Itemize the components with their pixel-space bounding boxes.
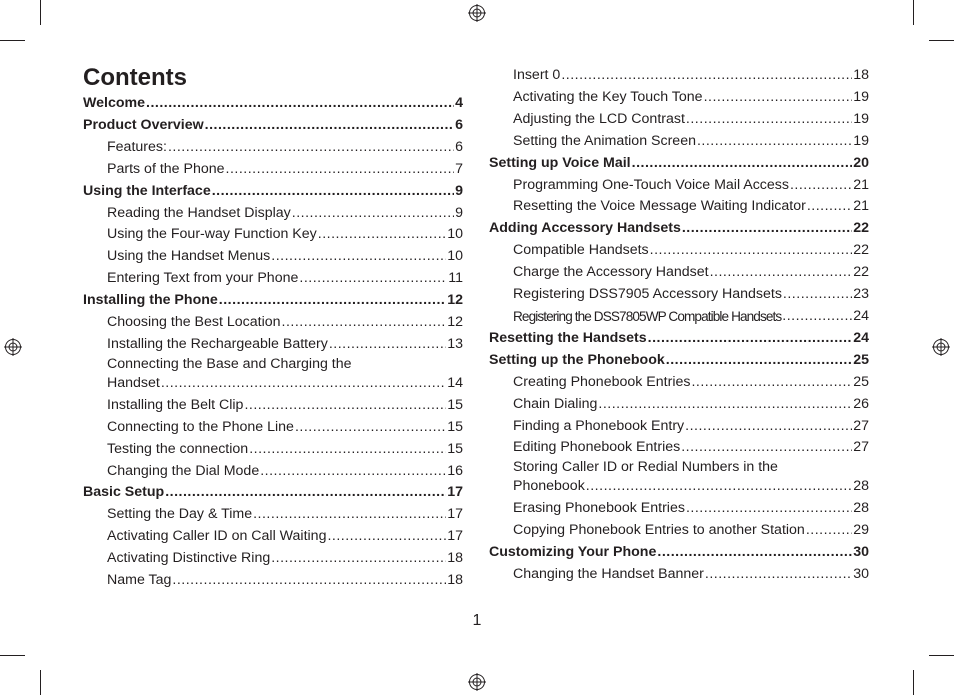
toc-entry-label: Charge the Accessory Handset (513, 264, 709, 281)
toc-entry[interactable] (489, 175, 869, 197)
dot-leader (318, 224, 446, 246)
toc-entry[interactable] (83, 246, 463, 268)
crop-mark (913, 670, 914, 695)
toc-entry-page-number: 22 (853, 264, 869, 281)
crop-mark (40, 670, 41, 695)
toc-entry-page-number: 27 (853, 439, 869, 456)
dot-leader (648, 328, 853, 350)
toc-entry[interactable] (83, 203, 463, 225)
dot-leader (705, 564, 852, 586)
dot-leader (807, 196, 852, 218)
toc-entry[interactable] (83, 290, 463, 312)
dot-leader (682, 218, 852, 240)
dot-leader (249, 439, 446, 461)
toc-entry-page-number: 12 (447, 314, 463, 331)
toc-entry-label: Activating the Key Touch Tone (513, 88, 703, 105)
dot-leader (686, 498, 852, 520)
dot-leader (271, 548, 446, 570)
toc-entry-page-number: 17 (447, 528, 463, 545)
dot-leader (686, 109, 852, 131)
toc-entry[interactable] (489, 394, 869, 416)
dot-leader (691, 372, 852, 394)
toc-entry[interactable] (489, 542, 869, 564)
toc-entry-page-number: 10 (447, 226, 463, 243)
toc-entry-label: Finding a Phonebook Entry (513, 417, 685, 434)
toc-entry-page-number: 16 (447, 462, 463, 479)
toc-entry-label: Handset (107, 374, 160, 391)
toc-entry[interactable] (489, 416, 869, 438)
dot-leader (681, 437, 852, 459)
toc-entry[interactable] (83, 93, 463, 115)
toc-entry[interactable] (83, 417, 463, 439)
dot-leader (172, 570, 446, 592)
toc-entry-label: Compatible Handsets (513, 242, 649, 259)
toc-entry-label: Erasing Phonebook Entries (513, 500, 685, 517)
toc-entry[interactable] (489, 65, 869, 87)
dot-leader (282, 312, 447, 334)
toc-entry-label: Connecting the Base and Charging the (107, 355, 352, 372)
toc-entry-label: Welcome (83, 95, 146, 111)
dot-leader (790, 175, 852, 197)
toc-entry-second-line (513, 476, 869, 498)
toc-entry[interactable] (489, 153, 869, 175)
toc-entry-page-number: 28 (853, 500, 869, 517)
toc-entry[interactable] (83, 570, 463, 592)
dot-leader (783, 284, 852, 306)
toc-entry[interactable] (489, 328, 869, 350)
dot-leader (292, 203, 454, 225)
toc-entry[interactable] (83, 548, 463, 570)
toc-entry-page-number: 15 (447, 396, 463, 413)
toc-entry-page-number: 19 (853, 88, 869, 105)
toc-left-column (83, 93, 463, 592)
dot-leader (586, 476, 852, 498)
toc-entry-page-number: 10 (447, 248, 463, 265)
toc-entry-label: Editing Phonebook Entries (513, 439, 681, 456)
toc-entry-page-number: 24 (853, 329, 869, 346)
dot-leader (561, 65, 852, 87)
toc-entry-page-number: 24 (853, 307, 869, 324)
dot-leader (146, 93, 454, 115)
toc-entry-page-number: 21 (853, 176, 869, 193)
toc-entry[interactable] (83, 312, 463, 334)
crop-mark (929, 655, 954, 656)
dot-leader (806, 520, 852, 542)
dot-leader (782, 306, 852, 328)
toc-entry[interactable] (489, 109, 869, 131)
toc-entry-label: Copying Phonebook Entries to another Station (513, 522, 805, 539)
toc-entry-label: Storing Caller ID or Redial Numbers in the (513, 459, 778, 476)
dot-leader (697, 131, 852, 153)
toc-entry-label: Setting the Day & Time (107, 506, 253, 523)
toc-entry-label: Setting the Animation Screen (513, 132, 696, 149)
toc-entry[interactable] (489, 350, 869, 372)
dot-leader (295, 417, 446, 439)
toc-entry-page-number: 9 (455, 182, 463, 199)
toc-entry-label: Registering the DSS7805WP Compatible Handsets (513, 308, 782, 324)
toc-entry[interactable] (489, 196, 869, 218)
toc-entry-label: Resetting the Handsets (489, 329, 647, 346)
dot-leader (161, 373, 446, 395)
dot-leader (632, 153, 853, 175)
toc-entry[interactable] (489, 262, 869, 284)
toc-entry[interactable] (83, 526, 463, 548)
toc-entry-label: Adjusting the LCD Contrast (513, 110, 685, 127)
registration-mark-icon (468, 4, 486, 22)
toc-entry-label: Using the Interface (83, 182, 211, 199)
toc-entry-page-number: 19 (853, 132, 869, 149)
toc-entry[interactable] (489, 459, 869, 498)
toc-entry-page-number: 15 (447, 440, 463, 457)
dot-leader (168, 137, 454, 159)
dot-leader (165, 482, 446, 504)
toc-entry-label: Insert 0 (513, 67, 561, 83)
dot-leader (666, 350, 852, 372)
toc-entry-page-number: 29 (853, 522, 869, 539)
crop-mark (0, 40, 25, 41)
toc-entry-page-number: 6 (455, 116, 463, 133)
toc-entry[interactable] (489, 520, 869, 542)
crop-mark (40, 0, 41, 25)
toc-entry-label: Using the Four-way Function Key (107, 226, 317, 243)
toc-entry-label: Product Overview (83, 116, 204, 133)
toc-entry-page-number: 25 (853, 373, 869, 390)
dot-leader (271, 246, 446, 268)
toc-entry-page-number: 12 (447, 292, 463, 309)
toc-entry-label: Basic Setup (83, 484, 165, 501)
registration-mark-icon (4, 338, 22, 356)
dot-leader (244, 395, 446, 417)
dot-leader (657, 542, 852, 564)
dot-leader (219, 290, 446, 312)
toc-entry[interactable] (489, 131, 869, 153)
toc-entry-label: Programming One-Touch Voice Mail Access (513, 176, 789, 193)
toc-entry[interactable] (83, 356, 463, 395)
toc-entry[interactable] (83, 137, 463, 159)
toc-entry-label: Customizing Your Phone (489, 544, 657, 561)
toc-entry-label: Registering DSS7905 Accessory Handsets (513, 286, 782, 303)
toc-entry-label: Testing the connection (107, 440, 249, 457)
toc-entry-label: Features: (107, 138, 167, 155)
toc-entry-label: Activating Caller ID on Call Waiting (107, 528, 327, 545)
toc-entry-page-number: 25 (853, 351, 869, 368)
crop-mark (0, 655, 25, 656)
dot-leader (650, 240, 853, 262)
toc-entry[interactable] (489, 564, 869, 586)
toc-entry-label: Using the Handset Menus (107, 248, 271, 265)
toc-entry-label: Setting up the Phonebook (489, 351, 665, 368)
toc-entry-label: Installing the Belt Clip (107, 396, 244, 413)
toc-entry-page-number: 7 (455, 160, 463, 177)
toc-entry-page-number: 27 (853, 417, 869, 434)
toc-entry[interactable] (83, 482, 463, 504)
dot-leader (299, 268, 447, 290)
registration-mark-icon (932, 338, 950, 356)
toc-entry-label: Creating Phonebook Entries (513, 373, 691, 390)
dot-leader (685, 416, 852, 438)
toc-entry[interactable] (83, 181, 463, 203)
toc-entry-page-number: 22 (853, 220, 869, 237)
toc-entry-label: Chain Dialing (513, 395, 598, 412)
dot-leader (327, 526, 446, 548)
toc-entry-label: Installing the Phone (83, 292, 218, 309)
toc-entry-label: Parts of the Phone (107, 160, 225, 177)
toc-entry-page-number: 18 (447, 572, 463, 589)
toc-entry[interactable] (83, 159, 463, 181)
toc-entry[interactable] (489, 284, 869, 306)
toc-entry-label: Entering Text from your Phone (107, 270, 299, 287)
toc-entry[interactable] (489, 240, 869, 262)
dot-leader (226, 159, 455, 181)
toc-entry-label: Setting up Voice Mail (489, 154, 631, 171)
dot-leader (205, 115, 454, 137)
toc-entry[interactable] (489, 498, 869, 520)
dot-leader (598, 394, 852, 416)
toc-entry-page-number: 13 (447, 335, 463, 352)
toc-entry-page-number: 23 (853, 286, 869, 303)
page-number: 1 (472, 612, 482, 629)
toc-entry[interactable] (489, 218, 869, 240)
toc-entry[interactable] (489, 437, 869, 459)
toc-entry-page-number: 14 (447, 374, 463, 391)
toc-entry-page-number: 19 (853, 110, 869, 127)
toc-entry-label: Reading the Handset Display (107, 204, 291, 221)
toc-entry[interactable] (489, 306, 869, 328)
toc-entry[interactable] (489, 87, 869, 109)
toc-entry-page-number: 28 (853, 478, 869, 495)
toc-right-column (489, 65, 869, 586)
page-title: Contents (83, 64, 187, 91)
toc-entry-page-number: 11 (448, 270, 463, 287)
toc-entry[interactable] (489, 372, 869, 394)
toc-entry-label: Installing the Rechargeable Battery (107, 335, 328, 352)
toc-entry[interactable] (83, 461, 463, 483)
dot-leader (260, 461, 446, 483)
crop-mark (913, 0, 914, 25)
toc-entry-page-number: 21 (853, 198, 869, 215)
toc-entry-page-number: 15 (447, 418, 463, 435)
toc-entry[interactable] (83, 224, 463, 246)
toc-entry[interactable] (83, 439, 463, 461)
toc-entry-page-number: 26 (853, 395, 869, 412)
toc-entry-label: Resetting the Voice Message Waiting Indicator (513, 198, 806, 215)
dot-leader (710, 262, 853, 284)
toc-entry-page-number: 30 (853, 565, 869, 582)
toc-entry-page-number: 9 (455, 204, 463, 221)
toc-entry[interactable] (83, 334, 463, 356)
dot-leader (253, 504, 446, 526)
toc-entry[interactable] (83, 395, 463, 417)
dot-leader (329, 334, 446, 356)
toc-entry-label: Connecting to the Phone Line (107, 418, 294, 435)
toc-entry-label: Phonebook (513, 478, 585, 495)
dot-leader (704, 87, 853, 109)
toc-entry-page-number: 6 (455, 138, 463, 155)
crop-mark (929, 40, 954, 41)
toc-entry-page-number: 22 (853, 242, 869, 259)
toc-entry-label: Name Tag (107, 572, 172, 589)
toc-entry-page-number: 18 (853, 67, 869, 83)
toc-entry-label: Changing the Handset Banner (513, 565, 704, 582)
toc-entry-page-number: 17 (447, 484, 463, 501)
toc-entry[interactable] (83, 504, 463, 526)
toc-entry-label: Choosing the Best Location (107, 314, 281, 331)
toc-entry-page-number: 18 (447, 550, 463, 567)
toc-entry-label: Activating Distinctive Ring (107, 550, 271, 567)
toc-entry-label: Changing the Dial Mode (107, 462, 260, 479)
toc-entry-page-number: 17 (447, 506, 463, 523)
toc-entry-label: Adding Accessory Handsets (489, 220, 681, 237)
registration-mark-icon (468, 673, 486, 691)
toc-entry-page-number: 4 (455, 95, 463, 111)
dot-leader (212, 181, 454, 203)
toc-entry[interactable] (83, 115, 463, 137)
toc-entry-page-number: 30 (853, 544, 869, 561)
toc-entry-page-number: 20 (853, 154, 869, 171)
toc-entry-second-line (107, 373, 463, 395)
toc-entry[interactable] (83, 268, 463, 290)
